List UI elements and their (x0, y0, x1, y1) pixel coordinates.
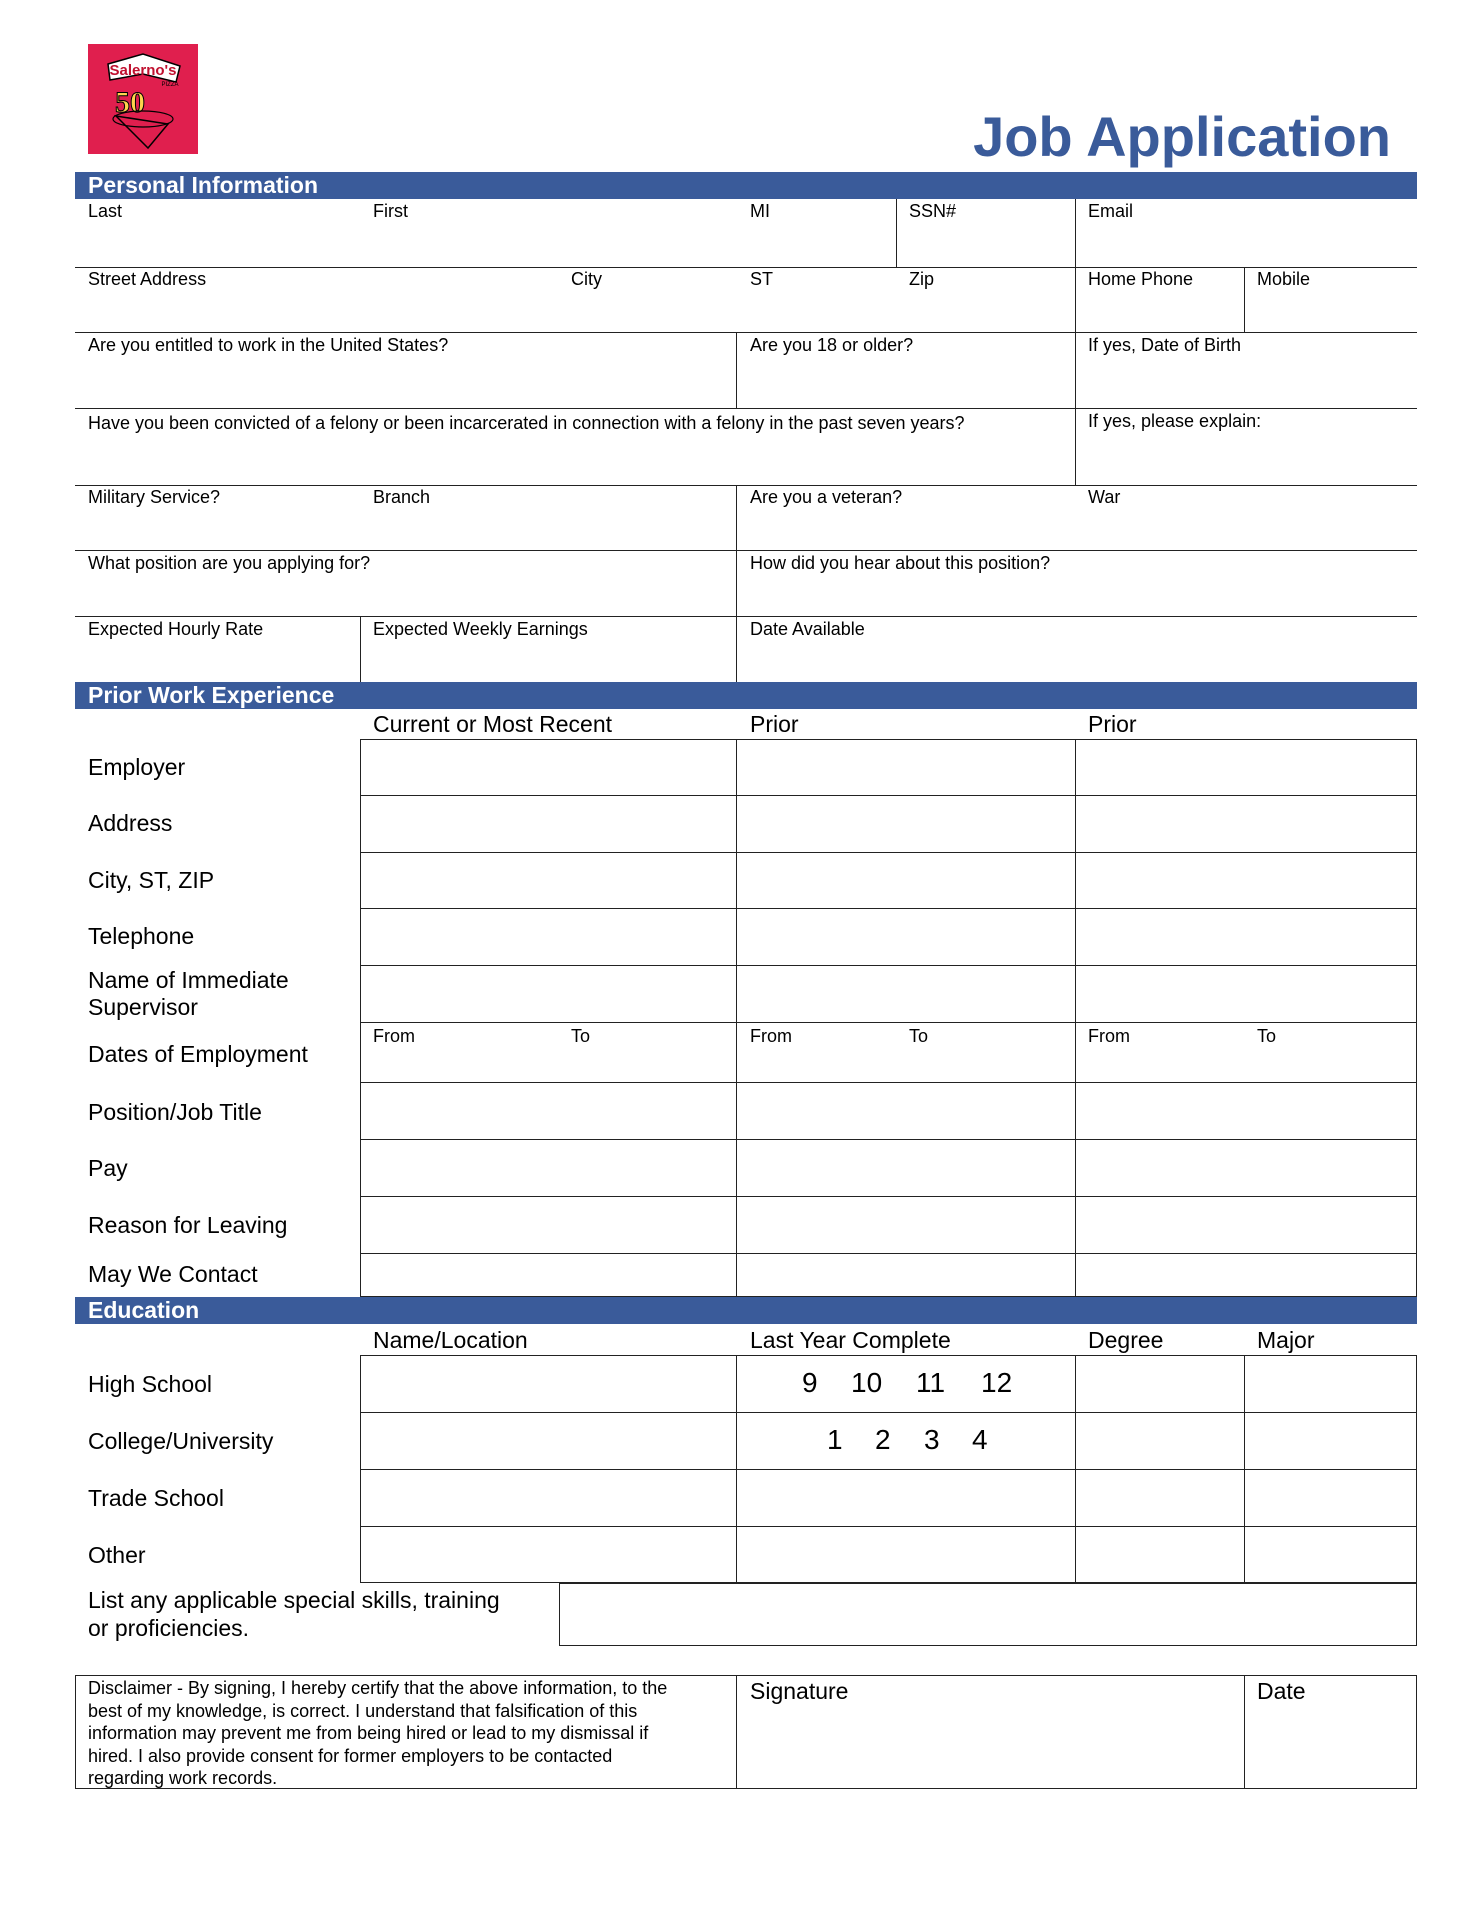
disclaimer-line-2: best of my knowledge, is correct. I understand that falsification of this (88, 1700, 638, 1721)
hs-year-12[interactable]: 12 (981, 1367, 1013, 1398)
work-row-position: Position/Job Title (88, 1099, 262, 1125)
college-year-1[interactable]: 1 (827, 1424, 843, 1455)
logo-sub-text: PIZZA (161, 82, 179, 88)
label-entitled: Are you entitled to work in the United States? (88, 335, 449, 355)
work-row-supervisor-2: Supervisor (88, 994, 198, 1020)
label-felony: Have you been convicted of a felony or been incarcerated in connection with a felony in the past seven years? (88, 413, 965, 433)
date-field[interactable] (1246, 1705, 1416, 1787)
signature-label: Signature (750, 1678, 849, 1704)
logo-graphic (88, 44, 198, 154)
label-hear: How did you hear about this position? (750, 553, 1051, 573)
work-grid (360, 739, 1417, 1297)
label-veteran: Are you a veteran? (750, 487, 903, 507)
to-label-3: To (1257, 1026, 1277, 1046)
college-year-2[interactable]: 2 (875, 1424, 891, 1455)
label-mi: MI (750, 201, 770, 221)
work-row-reason: Reason for Leaving (88, 1212, 288, 1238)
work-row-city: City, ST, ZIP (88, 867, 215, 893)
label-branch: Branch (373, 487, 431, 507)
signature-field[interactable] (738, 1705, 1243, 1787)
label-position: What position are you applying for? (88, 553, 371, 573)
label-home-phone: Home Phone (1088, 269, 1194, 289)
label-st: ST (750, 269, 774, 289)
skills-label-2: or proficiencies. (88, 1615, 250, 1641)
label-first: First (373, 201, 408, 221)
skills-label-1: List any applicable special skills, training (88, 1587, 500, 1613)
hs-year-10[interactable]: 10 (851, 1367, 883, 1398)
work-col-current: Current or Most Recent (373, 711, 613, 737)
work-col-prior-1: Prior (750, 711, 799, 737)
edu-col-major: Major (1257, 1327, 1315, 1353)
from-label-1: From (373, 1026, 415, 1046)
college-year-4[interactable]: 4 (972, 1424, 988, 1455)
edu-row-other: Other (88, 1542, 146, 1568)
skills-field[interactable] (559, 1583, 1417, 1646)
company-logo (88, 44, 198, 154)
label-available: Date Available (750, 619, 865, 639)
label-street: Street Address (88, 269, 207, 289)
label-mobile: Mobile (1257, 269, 1311, 289)
work-row-dates: Dates of Employment (88, 1041, 308, 1067)
logo-brand-text: Salerno's (109, 62, 177, 79)
label-war: War (1088, 487, 1121, 507)
label-email: Email (1088, 201, 1134, 221)
label-explain: If yes, please explain: (1088, 411, 1262, 431)
edu-row-college: College/University (88, 1428, 274, 1454)
work-row-contact: May We Contact (88, 1261, 258, 1287)
college-year-3[interactable]: 3 (924, 1424, 940, 1455)
hs-year-9[interactable]: 9 (802, 1367, 818, 1398)
edu-row-trade: Trade School (88, 1485, 224, 1511)
disclaimer-line-4: hired. I also provide consent for former employers to be contacted (88, 1745, 613, 1766)
disclaimer-line-1: Disclaimer - By signing, I hereby certify that the above information, to the (88, 1678, 668, 1698)
work-row-supervisor-1: Name of Immediate (88, 967, 289, 993)
work-row-employer: Employer (88, 754, 186, 780)
to-label-1: To (571, 1026, 591, 1046)
edu-col-year: Last Year Complete (750, 1327, 951, 1353)
date-label: Date (1257, 1678, 1306, 1704)
label-hourly: Expected Hourly Rate (88, 619, 264, 639)
work-col-prior-2: Prior (1088, 711, 1137, 737)
label-city: City (571, 269, 602, 289)
work-row-address: Address (88, 810, 173, 836)
label-zip: Zip (909, 269, 935, 289)
logo-anniversary-text: 50 (115, 86, 145, 119)
disclaimer-line-3: information may prevent me from being hired or lead to my dismissal if (88, 1723, 649, 1743)
work-row-pay: Pay (88, 1155, 128, 1181)
work-row-telephone: Telephone (88, 923, 195, 949)
label-dob: If yes, Date of Birth (1088, 335, 1242, 355)
label-last: Last (88, 201, 123, 221)
to-label-2: To (909, 1026, 929, 1046)
section-header-education: Education (75, 1297, 1417, 1324)
from-label-2: From (750, 1026, 792, 1046)
edu-col-degree: Degree (1088, 1327, 1164, 1353)
section-header-prior: Prior Work Experience (75, 682, 1417, 709)
edu-col-name: Name/Location (373, 1327, 528, 1353)
page-title: Job Application (973, 105, 1391, 168)
edu-row-high-school: High School (88, 1371, 213, 1397)
disclaimer-line-5: regarding work records. (88, 1768, 278, 1788)
label-age18: Are you 18 or older? (750, 335, 914, 355)
hs-year-11[interactable]: 11 (916, 1367, 946, 1398)
label-weekly: Expected Weekly Earnings (373, 619, 588, 639)
label-military: Military Service? (88, 487, 221, 507)
label-ssn: SSN# (909, 201, 957, 221)
from-label-3: From (1088, 1026, 1130, 1046)
disclaimer-text (88, 1677, 728, 1790)
section-header-personal: Personal Information (75, 172, 1417, 199)
